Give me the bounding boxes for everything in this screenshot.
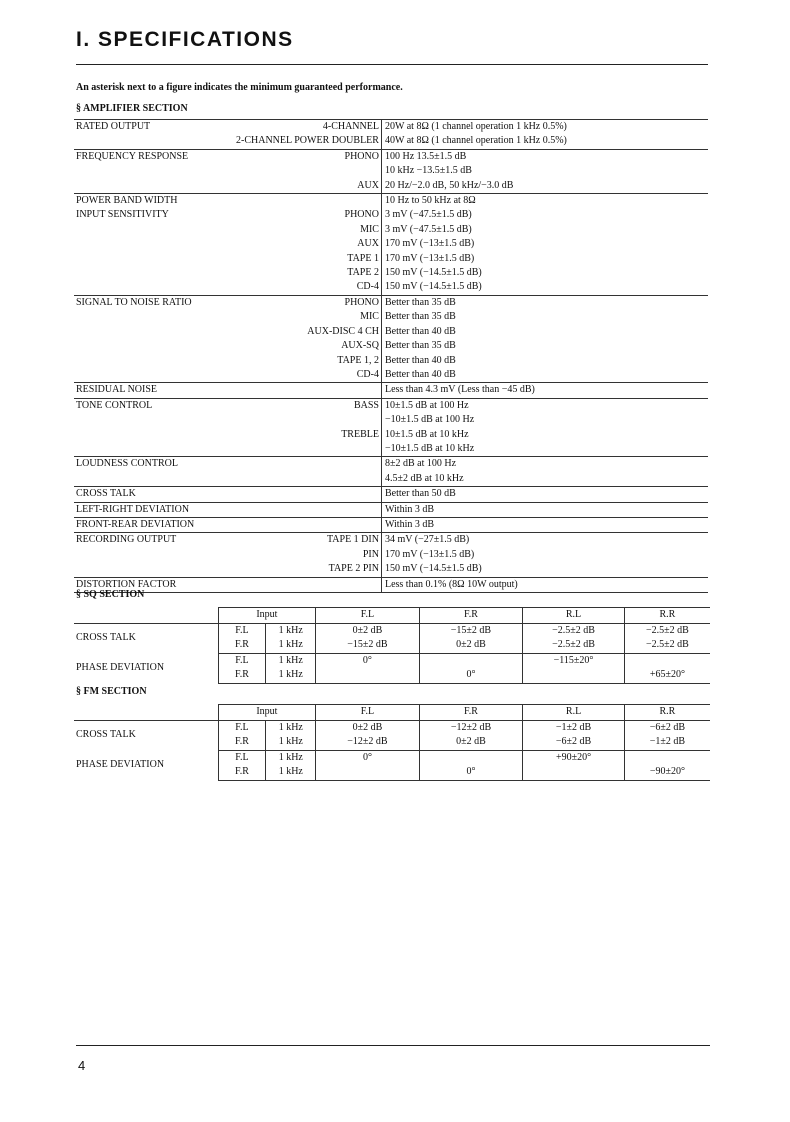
spec-row: [74, 134, 708, 149]
spec-value: 10 Hz to 50 kHz at 8Ω: [381, 194, 708, 209]
spec-value: Better than 40 dB: [381, 368, 708, 383]
spec-row: [74, 502, 708, 517]
spec-value: 10±1.5 dB at 10 kHz: [381, 428, 708, 442]
input-channel: F.L: [218, 653, 266, 668]
spec-value: Better than 35 dB: [381, 295, 708, 310]
spec-label: [74, 472, 236, 487]
spec-value: Less than 4.3 mV (Less than −45 dB): [381, 383, 708, 398]
spec-value: −10±1.5 dB at 10 kHz: [381, 442, 708, 457]
value-rl: −2.5±2 dB: [523, 638, 625, 653]
spec-row: [74, 517, 708, 532]
value-rl: +90±20°: [523, 750, 625, 765]
amplifier-spec-table: [74, 119, 708, 593]
spec-sublabel: PHONO: [344, 209, 379, 221]
footer-rule: [76, 1045, 710, 1046]
spec-label: INPUT SENSITIVITY: [76, 209, 169, 221]
spec-sublabel: [236, 487, 381, 502]
value-rr: +65±20°: [624, 668, 710, 683]
spec-row: [74, 398, 708, 413]
spec-sublabel: [236, 517, 381, 532]
input-channel: F.L: [218, 750, 266, 765]
spec-label: RECORDING OUTPUT: [74, 533, 236, 548]
table-row: [74, 720, 710, 735]
spec-label: SIGNAL TO NOISE RATIO: [74, 295, 236, 310]
spec-value: 8±2 dB at 100 Hz: [381, 457, 708, 472]
spec-label: CROSS TALK: [74, 487, 236, 502]
spec-row: [74, 472, 708, 487]
value-fl: 0±2 dB: [316, 720, 420, 735]
spec-value: 10 kHz −13.5±1.5 dB: [381, 164, 708, 178]
spec-sublabel: [236, 413, 381, 427]
spec-row: [74, 548, 708, 562]
input-frequency: 1 kHz: [266, 653, 316, 668]
spec-label: [74, 354, 236, 368]
asterisk-note: An asterisk next to a figure indicates the minimum guaranteed performance.: [76, 82, 403, 93]
spec-value: 150 mV (−14.5±1.5 dB): [381, 280, 708, 295]
spec-sublabel: TREBLE: [341, 428, 379, 440]
input-frequency: 1 kHz: [266, 638, 316, 653]
spec-sublabel: [236, 194, 381, 209]
spec-sublabel: [236, 457, 381, 472]
spec-sublabel: [236, 472, 381, 487]
value-fl: [316, 765, 420, 780]
spec-row: [74, 487, 708, 502]
spec-value: 170 mV (−13±1.5 dB): [381, 252, 708, 266]
spec-label: [74, 442, 236, 457]
value-fl: [316, 668, 420, 683]
spec-sublabel: [236, 502, 381, 517]
spec-value: Better than 50 dB: [381, 487, 708, 502]
value-fl: 0°: [316, 750, 420, 765]
input-frequency: 1 kHz: [266, 735, 316, 750]
spec-sublabel: TAPE 1, 2: [337, 354, 379, 366]
spec-sublabel: AUX-SQ: [341, 340, 379, 352]
value-rr: −2.5±2 dB: [624, 638, 710, 653]
spec-row: [74, 413, 708, 427]
header-blank: [74, 608, 218, 624]
value-rl: [523, 668, 625, 683]
spec-label: RESIDUAL NOISE: [74, 383, 236, 398]
spec-label: [74, 164, 236, 178]
spec-value: 100 Hz 13.5±1.5 dB: [381, 149, 708, 164]
spec-row: [74, 310, 708, 324]
spec-label: DISTORTION FACTOR: [74, 577, 236, 592]
title-rule: [76, 64, 708, 65]
header-fr: F.R: [419, 608, 523, 624]
value-fl: 0°: [316, 653, 420, 668]
header-rl: R.L: [523, 705, 625, 721]
group-label: PHASE DEVIATION: [76, 759, 165, 770]
spec-label: [74, 413, 236, 427]
value-rl: [523, 765, 625, 780]
value-fr: [419, 653, 523, 668]
spec-row: [74, 428, 708, 442]
spec-sublabel: PHONO: [236, 295, 381, 310]
value-fr: 0±2 dB: [419, 735, 523, 750]
spec-value: Less than 0.1% (8Ω 10W output): [381, 577, 708, 592]
spec-label: [74, 237, 236, 251]
spec-row: [74, 280, 708, 295]
spec-label: LEFT-RIGHT DEVIATION: [74, 502, 236, 517]
spec-value: 170 mV (−13±1.5 dB): [381, 548, 708, 562]
spec-sublabel: MIC: [360, 223, 379, 235]
spec-value: Better than 40 dB: [381, 325, 708, 339]
group-label: PHASE DEVIATION: [76, 662, 165, 673]
amplifier-section-heading: § AMPLIFIER SECTION: [76, 103, 188, 114]
spec-value: Better than 40 dB: [381, 354, 708, 368]
sq-spec-table: [74, 607, 710, 684]
table-header-row: [74, 608, 710, 624]
input-channel: F.R: [218, 735, 266, 750]
spec-sublabel: AUX: [357, 238, 379, 250]
value-fr: 0°: [419, 765, 523, 780]
value-rl: −2.5±2 dB: [523, 623, 625, 638]
spec-row: [74, 237, 708, 251]
spec-row: [74, 120, 708, 135]
spec-label: [74, 562, 236, 577]
sq-section-heading: § SQ SECTION: [76, 589, 145, 600]
spec-sublabel: TAPE 1 DIN: [236, 533, 381, 548]
value-rr: [624, 653, 710, 668]
spec-row: [74, 562, 708, 577]
spec-sublabel: [236, 442, 381, 457]
spec-row: [74, 149, 708, 164]
spec-row: [74, 339, 708, 353]
spec-row: [74, 194, 708, 209]
spec-row: [74, 533, 708, 548]
input-frequency: 1 kHz: [266, 720, 316, 735]
spec-sublabel: MIC: [360, 311, 379, 323]
spec-value: 170 mV (−13±1.5 dB): [381, 237, 708, 251]
spec-value: 150 mV (−14.5±1.5 dB): [381, 266, 708, 280]
input-frequency: 1 kHz: [266, 623, 316, 638]
spec-sublabel: AUX: [357, 179, 379, 191]
spec-label: [74, 134, 236, 149]
spec-value: 20W at 8Ω (1 channel operation 1 kHz 0.5%): [381, 120, 708, 135]
value-rr: [624, 750, 710, 765]
value-fr: 0±2 dB: [419, 638, 523, 653]
spec-row: [74, 164, 708, 178]
spec-label: [74, 339, 236, 353]
spec-row: [74, 354, 708, 368]
group-label: CROSS TALK: [76, 729, 136, 741]
spec-row: [74, 457, 708, 472]
spec-label: [74, 179, 236, 194]
spec-row: [74, 252, 708, 266]
spec-value: −10±1.5 dB at 100 Hz: [381, 413, 708, 427]
value-fr: −12±2 dB: [419, 720, 523, 735]
spec-label: [74, 548, 236, 562]
value-rr: −6±2 dB: [624, 720, 710, 735]
spec-row: [74, 223, 708, 237]
header-input: Input: [218, 705, 316, 721]
spec-value: Better than 35 dB: [381, 310, 708, 324]
spec-sublabel: [236, 577, 381, 592]
input-channel: F.L: [218, 720, 266, 735]
spec-label: POWER BAND WIDTH: [74, 194, 236, 209]
header-rr: R.R: [624, 705, 710, 721]
spec-sublabel: [236, 383, 381, 398]
spec-sublabel: PIN: [362, 548, 379, 560]
spec-row: [74, 295, 708, 310]
spec-label: [74, 266, 236, 280]
spec-row: [74, 208, 708, 222]
header-rl: R.L: [523, 608, 625, 624]
spec-sublabel: TAPE 1: [347, 252, 379, 264]
spec-label: [74, 310, 236, 324]
spec-sublabel: CD-4: [356, 281, 379, 293]
spec-sublabel: BASS: [236, 398, 381, 413]
spec-sublabel: 2-CHANNEL POWER DOUBLER: [236, 135, 379, 147]
value-rr: −1±2 dB: [624, 735, 710, 750]
page-title: I. SPECIFICATIONS: [76, 28, 294, 51]
spec-label: [74, 368, 236, 383]
spec-sublabel: [236, 164, 381, 178]
page-number: 4: [78, 1058, 86, 1073]
input-channel: F.L: [218, 623, 266, 638]
spec-label: [74, 280, 236, 295]
header-fr: F.R: [419, 705, 523, 721]
table-row: [74, 750, 710, 765]
header-fl: F.L: [316, 705, 420, 721]
spec-label: LOUDNESS CONTROL: [74, 457, 236, 472]
spec-sublabel: CD-4: [356, 368, 379, 380]
header-input: Input: [218, 608, 316, 624]
value-fl: −12±2 dB: [316, 735, 420, 750]
spec-value: Better than 35 dB: [381, 339, 708, 353]
input-frequency: 1 kHz: [266, 765, 316, 780]
spec-value: 40W at 8Ω (1 channel operation 1 kHz 0.5%): [381, 134, 708, 149]
value-fr: [419, 750, 523, 765]
table-header-row: [74, 705, 710, 721]
spec-value: 10±1.5 dB at 100 Hz: [381, 398, 708, 413]
spec-value: 3 mV (−47.5±1.5 dB): [381, 223, 708, 237]
value-rl: −6±2 dB: [523, 735, 625, 750]
value-fr: −15±2 dB: [419, 623, 523, 638]
fm-section-heading: § FM SECTION: [76, 686, 147, 697]
spec-sublabel: PHONO: [236, 149, 381, 164]
spec-value: Within 3 dB: [381, 502, 708, 517]
spec-value: 3 mV (−47.5±1.5 dB): [381, 208, 708, 222]
input-frequency: 1 kHz: [266, 750, 316, 765]
input-frequency: 1 kHz: [266, 668, 316, 683]
value-rr: −2.5±2 dB: [624, 623, 710, 638]
input-channel: F.R: [218, 668, 266, 683]
spec-label: TONE CONTROL: [74, 398, 236, 413]
value-rl: −1±2 dB: [523, 720, 625, 735]
spec-sublabel: AUX-DISC 4 CH: [307, 325, 379, 337]
spec-row: [74, 442, 708, 457]
spec-label: [74, 428, 236, 442]
header-blank: [74, 705, 218, 721]
table-row: [74, 623, 710, 638]
spec-row: [74, 325, 708, 339]
spec-sublabel: 4-CHANNEL: [236, 120, 381, 135]
spec-sublabel: TAPE 2 PIN: [328, 563, 379, 575]
fm-spec-table: [74, 704, 710, 781]
spec-label: [74, 252, 236, 266]
spec-label: FRONT-REAR DEVIATION: [74, 517, 236, 532]
spec-value: 20 Hz/−2.0 dB, 50 kHz/−3.0 dB: [381, 179, 708, 194]
spec-row: [74, 383, 708, 398]
input-channel: F.R: [218, 638, 266, 653]
input-channel: F.R: [218, 765, 266, 780]
spec-value: 4.5±2 dB at 10 kHz: [381, 472, 708, 487]
table-row: [74, 653, 710, 668]
value-rr: −90±20°: [624, 765, 710, 780]
value-fl: −15±2 dB: [316, 638, 420, 653]
spec-label: [74, 223, 236, 237]
spec-label: RATED OUTPUT: [74, 120, 236, 135]
spec-sublabel: TAPE 2: [347, 267, 379, 279]
spec-row: [74, 266, 708, 280]
spec-label: FREQUENCY RESPONSE: [74, 149, 236, 164]
header-rr: R.R: [624, 608, 710, 624]
header-fl: F.L: [316, 608, 420, 624]
spec-row: [74, 577, 708, 592]
spec-row: [74, 179, 708, 194]
spec-value: 150 mV (−14.5±1.5 dB): [381, 562, 708, 577]
spec-value: Within 3 dB: [381, 517, 708, 532]
value-fr: 0°: [419, 668, 523, 683]
group-label: CROSS TALK: [76, 632, 136, 644]
value-fl: 0±2 dB: [316, 623, 420, 638]
spec-label: [74, 325, 236, 339]
spec-row: [74, 368, 708, 383]
spec-value: 34 mV (−27±1.5 dB): [381, 533, 708, 548]
value-rl: −115±20°: [523, 653, 625, 668]
